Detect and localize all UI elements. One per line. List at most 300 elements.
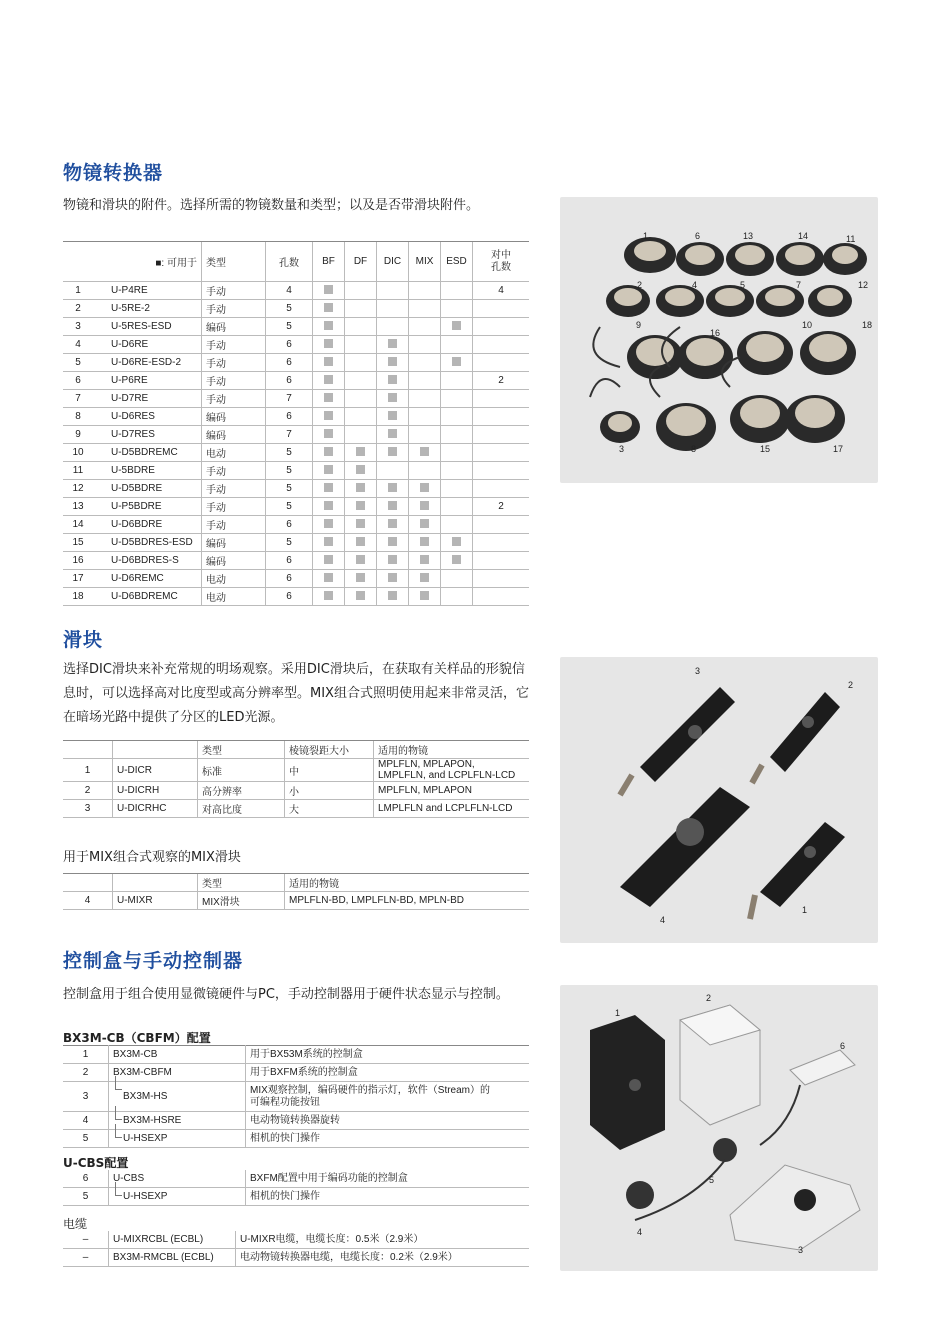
mix-cell bbox=[409, 426, 441, 444]
available-mark-icon bbox=[420, 519, 429, 528]
model-name: U-D6RES bbox=[111, 411, 155, 422]
model-cell: U-MIXRCBL (ECBL) bbox=[109, 1231, 236, 1249]
photo-label: 4 bbox=[660, 915, 666, 925]
df-cell bbox=[345, 588, 377, 606]
df-cell bbox=[345, 570, 377, 588]
type-cell: 手动 bbox=[202, 390, 266, 408]
dic-cell bbox=[377, 570, 409, 588]
model-cell: U-DICR bbox=[113, 759, 198, 782]
bf-cell bbox=[313, 498, 345, 516]
col-type: 类型 bbox=[198, 741, 285, 759]
slider-photo bbox=[560, 657, 878, 943]
available-mark-icon bbox=[356, 573, 365, 582]
mix-slider-title: 用于MIX组合式观察的MIX滑块 bbox=[63, 850, 241, 865]
col-shear: 棱镜裂距大小 bbox=[285, 741, 374, 759]
col-available: ■: 可用于 bbox=[63, 242, 202, 282]
col-centering: 对中 孔数 bbox=[473, 242, 530, 282]
table-row bbox=[63, 534, 529, 552]
df-cell bbox=[345, 462, 377, 480]
centering-cell bbox=[473, 534, 530, 552]
model-cell bbox=[63, 408, 202, 426]
type-cell: 手动 bbox=[202, 354, 266, 372]
model-cell bbox=[63, 552, 202, 570]
cbs-config-title: U-CBS配置 bbox=[63, 1156, 129, 1170]
df-cell bbox=[345, 444, 377, 462]
table-row bbox=[63, 1188, 529, 1206]
row-number: 18 bbox=[72, 591, 84, 602]
holes-cell: 5 bbox=[266, 444, 313, 462]
table-row bbox=[63, 462, 529, 480]
table-row bbox=[63, 1064, 529, 1082]
esd-cell bbox=[441, 408, 473, 426]
photo-label: 17 bbox=[833, 444, 844, 454]
df-cell bbox=[345, 552, 377, 570]
holes-cell: 6 bbox=[266, 552, 313, 570]
section-title-slider: 滑块 bbox=[63, 629, 104, 651]
esd-cell bbox=[441, 426, 473, 444]
row-number: 14 bbox=[72, 519, 84, 530]
objectives-cell: MPLFLN, MPLAPON, LMPLFLN, and LCPLFLN-LCD bbox=[374, 759, 530, 782]
row-number: 1 bbox=[75, 285, 81, 296]
row-number: 12 bbox=[72, 483, 84, 494]
dic-cell bbox=[377, 372, 409, 390]
row-number: 13 bbox=[72, 501, 84, 512]
photo-label: 13 bbox=[743, 231, 754, 241]
df-cell bbox=[345, 336, 377, 354]
available-mark-icon bbox=[388, 393, 397, 402]
table-row bbox=[63, 426, 529, 444]
table-row bbox=[63, 498, 529, 516]
photo-label: 15 bbox=[760, 444, 771, 454]
slider-illustration bbox=[560, 657, 878, 943]
mix-cell bbox=[409, 336, 441, 354]
photo-label: 2 bbox=[848, 680, 854, 690]
available-mark-icon bbox=[324, 573, 333, 582]
holes-cell: 6 bbox=[266, 336, 313, 354]
available-mark-icon bbox=[388, 591, 397, 600]
available-mark-icon bbox=[388, 357, 397, 366]
holes-cell: 5 bbox=[266, 480, 313, 498]
model-cell bbox=[63, 498, 202, 516]
model-name: U-P5BDRE bbox=[111, 501, 162, 512]
bf-cell bbox=[313, 588, 345, 606]
bf-cell bbox=[313, 318, 345, 336]
photo-label: 5 bbox=[740, 280, 746, 290]
df-cell bbox=[345, 390, 377, 408]
model-cell bbox=[63, 516, 202, 534]
table-row bbox=[63, 1112, 529, 1130]
model-cell: U-HSEXP bbox=[109, 1130, 246, 1148]
mix-cell bbox=[409, 588, 441, 606]
model-cell bbox=[63, 300, 202, 318]
photo-label: 14 bbox=[798, 231, 809, 241]
bf-cell bbox=[313, 480, 345, 498]
section-desc-control-box: 控制盒用于组合使用显微镜硬件与PC，手动控制器用于硬件状态显示与控制。 bbox=[63, 987, 509, 1002]
centering-cell bbox=[473, 354, 530, 372]
mix-cell bbox=[409, 408, 441, 426]
centering-cell: 4 bbox=[473, 282, 530, 300]
section-title-nosepiece: 物镜转换器 bbox=[63, 162, 164, 184]
table-row bbox=[63, 552, 529, 570]
holes-cell: 7 bbox=[266, 426, 313, 444]
available-mark-icon bbox=[420, 591, 429, 600]
table-row bbox=[63, 800, 529, 818]
mix-cell bbox=[409, 444, 441, 462]
type-cell: 电动 bbox=[202, 570, 266, 588]
type-cell: 编码 bbox=[202, 534, 266, 552]
available-mark-icon bbox=[420, 537, 429, 546]
type-cell: 手动 bbox=[202, 498, 266, 516]
model-name: U-D7RES bbox=[111, 429, 155, 440]
esd-cell bbox=[441, 282, 473, 300]
description-cell: U-MIXR电缆，电缆长度：0.5米（2.9米） bbox=[236, 1231, 530, 1249]
centering-cell bbox=[473, 408, 530, 426]
bf-cell bbox=[313, 516, 345, 534]
model-cell bbox=[63, 462, 202, 480]
available-mark-icon bbox=[324, 519, 333, 528]
description-cell: 相机的快门操作 bbox=[246, 1130, 530, 1148]
mix-cell bbox=[409, 552, 441, 570]
available-mark-icon bbox=[388, 375, 397, 384]
model-cell: BX3M-RMCBL (ECBL) bbox=[109, 1249, 236, 1267]
photo-label: 6 bbox=[840, 1041, 846, 1051]
available-mark-icon bbox=[324, 429, 333, 438]
bf-cell bbox=[313, 462, 345, 480]
photo-label: 7 bbox=[796, 280, 802, 290]
esd-cell bbox=[441, 552, 473, 570]
type-cell: 编码 bbox=[202, 552, 266, 570]
model-name: U-D6BDRE bbox=[111, 519, 163, 530]
table-row bbox=[63, 282, 529, 300]
description-cell: MIX观察控制，编码硬件的指示灯，软件（Stream）的 可编程功能按钮 bbox=[246, 1082, 530, 1112]
available-mark-icon bbox=[324, 591, 333, 600]
table-row bbox=[63, 892, 529, 910]
mix-slider-table bbox=[63, 873, 529, 910]
model-name: U-P6RE bbox=[111, 375, 148, 386]
df-cell bbox=[345, 534, 377, 552]
model-cell bbox=[63, 588, 202, 606]
type-cell: 标准 bbox=[198, 759, 285, 782]
centering-cell bbox=[473, 462, 530, 480]
row-number: 1 bbox=[63, 1046, 109, 1064]
photo-label: 9 bbox=[636, 320, 642, 330]
available-mark-icon bbox=[388, 537, 397, 546]
available-mark-icon bbox=[388, 555, 397, 564]
mix-cell bbox=[409, 372, 441, 390]
photo-label: 16 bbox=[710, 328, 721, 338]
esd-cell bbox=[441, 336, 473, 354]
nosepiece-illustration bbox=[560, 197, 878, 483]
photo-label: 4 bbox=[692, 280, 698, 290]
cbs-config-table bbox=[63, 1170, 529, 1206]
available-mark-icon bbox=[420, 447, 429, 456]
dic-cell bbox=[377, 444, 409, 462]
holes-cell: 5 bbox=[266, 498, 313, 516]
available-mark-icon bbox=[388, 573, 397, 582]
available-mark-icon bbox=[324, 555, 333, 564]
df-cell bbox=[345, 354, 377, 372]
mix-cell bbox=[409, 354, 441, 372]
esd-cell bbox=[441, 462, 473, 480]
centering-cell bbox=[473, 588, 530, 606]
photo-label: 18 bbox=[862, 320, 873, 330]
table-row bbox=[63, 390, 529, 408]
available-mark-icon bbox=[324, 447, 333, 456]
table-row bbox=[63, 408, 529, 426]
model-cell bbox=[63, 318, 202, 336]
col-type: 类型 bbox=[198, 874, 285, 892]
table-row bbox=[63, 1231, 529, 1249]
model-cell: BX3M-HSRE bbox=[109, 1112, 246, 1130]
holes-cell: 5 bbox=[266, 300, 313, 318]
centering-cell bbox=[473, 390, 530, 408]
type-cell: 手动 bbox=[202, 300, 266, 318]
photo-label: 12 bbox=[858, 280, 869, 290]
available-mark-icon bbox=[356, 591, 365, 600]
dic-cell bbox=[377, 300, 409, 318]
row-number: 5 bbox=[63, 1188, 109, 1206]
df-cell bbox=[345, 480, 377, 498]
df-cell bbox=[345, 282, 377, 300]
bf-cell bbox=[313, 444, 345, 462]
type-cell: 对高比度 bbox=[198, 800, 285, 818]
mix-cell bbox=[409, 390, 441, 408]
df-cell bbox=[345, 318, 377, 336]
row-number: 1 bbox=[63, 759, 113, 782]
available-mark-icon bbox=[356, 447, 365, 456]
table-row bbox=[63, 759, 529, 782]
esd-cell bbox=[441, 516, 473, 534]
table-row bbox=[63, 1249, 529, 1267]
dic-cell bbox=[377, 462, 409, 480]
available-mark-icon bbox=[324, 393, 333, 402]
table-row bbox=[63, 1170, 529, 1188]
centering-cell bbox=[473, 318, 530, 336]
available-mark-icon bbox=[388, 483, 397, 492]
available-mark-icon bbox=[324, 285, 333, 294]
centering-cell bbox=[473, 336, 530, 354]
photo-label: 10 bbox=[802, 320, 813, 330]
centering-cell bbox=[473, 570, 530, 588]
col-bf: BF bbox=[313, 242, 345, 282]
description-cell: 用于BXFM系统的控制盒 bbox=[246, 1064, 530, 1082]
type-cell: 编码 bbox=[202, 408, 266, 426]
row-number: 8 bbox=[75, 411, 81, 422]
row-number: 3 bbox=[63, 1082, 109, 1112]
df-cell bbox=[345, 408, 377, 426]
model-name: U-D6BDREMC bbox=[111, 591, 178, 602]
shear-cell: 中 bbox=[285, 759, 374, 782]
shear-cell: 大 bbox=[285, 800, 374, 818]
cb-config-table bbox=[63, 1045, 529, 1148]
type-cell: 手动 bbox=[202, 516, 266, 534]
model-name: U-D6RE-ESD-2 bbox=[111, 357, 182, 368]
model-cell bbox=[63, 372, 202, 390]
available-mark-icon bbox=[324, 357, 333, 366]
available-mark-icon bbox=[324, 537, 333, 546]
esd-cell bbox=[441, 534, 473, 552]
model-name: U-5RE-2 bbox=[111, 303, 150, 314]
row-number: 11 bbox=[72, 465, 84, 476]
esd-cell bbox=[441, 354, 473, 372]
shear-cell: 小 bbox=[285, 782, 374, 800]
bf-cell bbox=[313, 552, 345, 570]
table-row bbox=[63, 336, 529, 354]
table-row bbox=[63, 300, 529, 318]
available-mark-icon bbox=[356, 555, 365, 564]
available-mark-icon bbox=[324, 321, 333, 330]
centering-cell: 2 bbox=[473, 498, 530, 516]
row-number: 17 bbox=[72, 573, 84, 584]
model-name: U-D7RE bbox=[111, 393, 149, 404]
model-name: U-5RES-ESD bbox=[111, 321, 172, 332]
model-cell bbox=[63, 336, 202, 354]
model-name: U-5BDRE bbox=[111, 465, 155, 476]
section-desc-slider: 选择DIC滑块来补充常规的明场观察。采用DIC滑块后，在获取有关样品的形貌信息时，可以选择高对比度型或高分辨率型。MIX组合式照明使用起来非常灵活，它在暗场光路中提供了分区的LED光源。 bbox=[63, 662, 529, 725]
nosepiece-table bbox=[63, 241, 529, 606]
type-cell: 手动 bbox=[202, 336, 266, 354]
type-cell: 手动 bbox=[202, 480, 266, 498]
mix-cell bbox=[409, 462, 441, 480]
model-name: U-D6BDRES-S bbox=[111, 555, 179, 566]
type-cell: 编码 bbox=[202, 318, 266, 336]
available-mark-icon bbox=[452, 537, 461, 546]
section-desc-nosepiece: 物镜和滑块的附件。选择所需的物镜数量和类型；以及是否带滑块附件。 bbox=[63, 198, 480, 213]
df-cell bbox=[345, 372, 377, 390]
available-mark-icon bbox=[452, 357, 461, 366]
table-row bbox=[63, 570, 529, 588]
bf-cell bbox=[313, 372, 345, 390]
photo-label: 3 bbox=[619, 444, 625, 454]
available-mark-icon bbox=[388, 447, 397, 456]
description-cell: 电动物镜转换器电缆，电缆长度：0.2米（2.9米） bbox=[236, 1249, 530, 1267]
control-box-photo bbox=[560, 985, 878, 1271]
row-number: 16 bbox=[72, 555, 84, 566]
table-row bbox=[63, 318, 529, 336]
row-number: 3 bbox=[75, 321, 81, 332]
bf-cell bbox=[313, 390, 345, 408]
row-number: 6 bbox=[75, 375, 81, 386]
bf-cell bbox=[313, 282, 345, 300]
esd-cell bbox=[441, 480, 473, 498]
centering-cell bbox=[473, 300, 530, 318]
model-cell: U-CBS bbox=[109, 1170, 246, 1188]
esd-cell bbox=[441, 318, 473, 336]
esd-cell bbox=[441, 372, 473, 390]
row-number: 2 bbox=[63, 782, 113, 800]
control-box-illustration bbox=[560, 985, 878, 1271]
photo-label: 1 bbox=[615, 1008, 621, 1018]
centering-cell: 2 bbox=[473, 372, 530, 390]
centering-cell bbox=[473, 516, 530, 534]
centering-cell bbox=[473, 426, 530, 444]
available-mark-icon bbox=[324, 303, 333, 312]
photo-label: 11 bbox=[846, 234, 856, 244]
table-row bbox=[63, 354, 529, 372]
model-cell bbox=[63, 282, 202, 300]
esd-cell bbox=[441, 570, 473, 588]
table-row bbox=[63, 782, 529, 800]
available-mark-icon bbox=[356, 465, 365, 474]
dic-cell bbox=[377, 408, 409, 426]
model-cell: U-MIXR bbox=[113, 892, 198, 910]
table-row bbox=[63, 516, 529, 534]
row-number: 4 bbox=[63, 892, 113, 910]
photo-label: 1 bbox=[643, 231, 649, 241]
mix-cell bbox=[409, 498, 441, 516]
row-number: 2 bbox=[75, 303, 81, 314]
row-number: – bbox=[63, 1249, 109, 1267]
available-mark-icon bbox=[420, 573, 429, 582]
row-number: 5 bbox=[63, 1130, 109, 1148]
table-row bbox=[63, 372, 529, 390]
row-number: – bbox=[63, 1231, 109, 1249]
model-cell bbox=[63, 390, 202, 408]
dic-cell bbox=[377, 534, 409, 552]
available-mark-icon bbox=[324, 483, 333, 492]
available-mark-icon bbox=[356, 519, 365, 528]
type-cell: 电动 bbox=[202, 588, 266, 606]
dic-cell bbox=[377, 480, 409, 498]
photo-label: 2 bbox=[637, 280, 643, 290]
available-mark-icon bbox=[420, 501, 429, 510]
table-row bbox=[63, 480, 529, 498]
available-mark-icon bbox=[324, 501, 333, 510]
model-cell bbox=[63, 354, 202, 372]
dic-cell bbox=[377, 354, 409, 372]
df-cell bbox=[345, 516, 377, 534]
dic-cell bbox=[377, 516, 409, 534]
table-row bbox=[63, 588, 529, 606]
available-mark-icon bbox=[388, 501, 397, 510]
row-number: 7 bbox=[75, 393, 81, 404]
row-number: 4 bbox=[75, 339, 81, 350]
model-name: U-D6REMC bbox=[111, 573, 164, 584]
holes-cell: 5 bbox=[266, 462, 313, 480]
dic-cell bbox=[377, 588, 409, 606]
holes-cell: 6 bbox=[266, 372, 313, 390]
bf-cell bbox=[313, 534, 345, 552]
model-name: U-D5BDREMC bbox=[111, 447, 178, 458]
available-mark-icon bbox=[356, 483, 365, 492]
type-cell: 手动 bbox=[202, 282, 266, 300]
available-mark-icon bbox=[420, 555, 429, 564]
type-cell: 高分辨率 bbox=[198, 782, 285, 800]
model-cell: BX3M-HS bbox=[109, 1082, 246, 1112]
mix-cell bbox=[409, 534, 441, 552]
col-dic: DIC bbox=[377, 242, 409, 282]
model-cell bbox=[63, 426, 202, 444]
holes-cell: 6 bbox=[266, 408, 313, 426]
photo-label: 4 bbox=[637, 1227, 643, 1237]
col-objectives: 适用的物镜 bbox=[285, 874, 530, 892]
model-cell bbox=[63, 480, 202, 498]
mix-cell bbox=[409, 300, 441, 318]
available-mark-icon bbox=[388, 429, 397, 438]
table-row bbox=[63, 1130, 529, 1148]
photo-label: 2 bbox=[706, 993, 712, 1003]
row-number: 2 bbox=[63, 1064, 109, 1082]
mix-cell bbox=[409, 570, 441, 588]
bf-cell bbox=[313, 426, 345, 444]
section-title-control-box: 控制盒与手动控制器 bbox=[63, 950, 244, 972]
photo-label: 5 bbox=[709, 1175, 715, 1185]
model-cell bbox=[63, 444, 202, 462]
row-number: 4 bbox=[63, 1112, 109, 1130]
bf-cell bbox=[313, 408, 345, 426]
photo-label: 8 bbox=[691, 444, 697, 454]
col-type: 类型 bbox=[202, 242, 266, 282]
